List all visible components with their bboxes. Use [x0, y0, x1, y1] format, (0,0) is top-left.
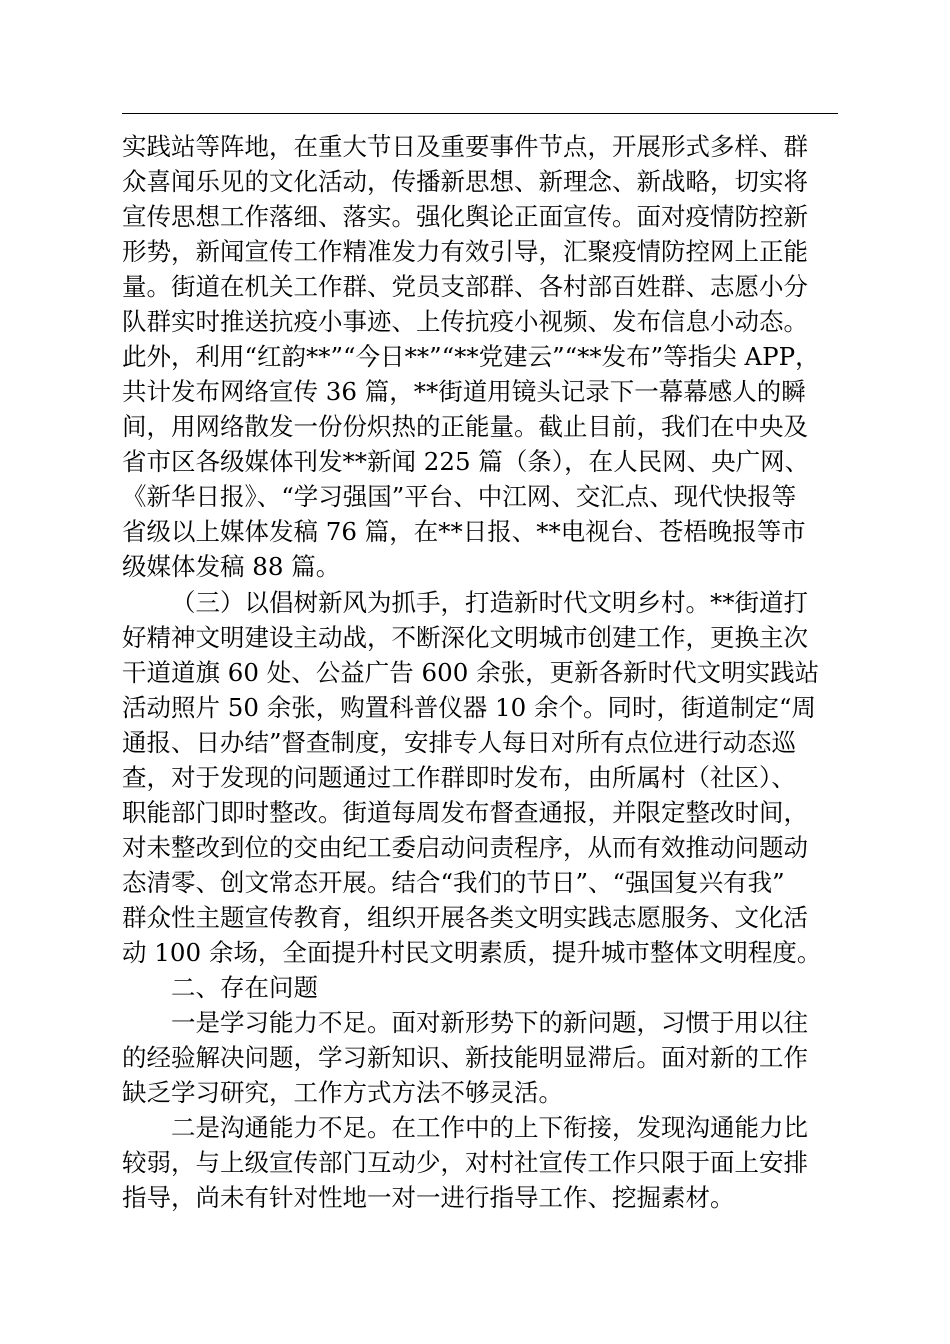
text-line: 宣传思想工作落细、落实。强化舆论正面宣传。面对疫情防控新 — [122, 202, 808, 231]
text-line: 活动照片 50 余张，购置科普仪器 10 余个。同时，街道制定“周 — [122, 693, 817, 722]
text-line: 态清零、创文常态开展。结合“我们的节日”、“强国复兴有我” — [122, 868, 785, 897]
section-heading: 二、存在问题 — [171, 973, 318, 1002]
text-line: 查，对于发现的问题通过工作群即时发布，由所属村（社区）、 — [122, 763, 796, 792]
text-line: 形势，新闻宣传工作精准发力有效引导，汇聚疫情防控网上正能 — [122, 237, 808, 266]
text-line: 通报、日办结”督查制度，安排专人每日对所有点位进行动态巡 — [122, 728, 797, 757]
text-line: 《新华日报》、“学习强国”平台、中江网、交汇点、现代快报等 — [122, 482, 797, 511]
paragraph-heading-line: 二是沟通能力不足。在工作中的上下衔接，发现沟通能力比 — [171, 1113, 808, 1142]
text-line: 指导，尚未有针对性地一对一进行指导工作、挖掘素材。 — [122, 1183, 735, 1212]
paragraph-heading-line: 一是学习能力不足。面对新形势下的新问题，习惯于用以往 — [171, 1008, 808, 1037]
text-line: 动 100 余场，全面提升村民文明素质，提升城市整体文明程度。 — [122, 938, 822, 967]
text-line: 实践站等阵地，在重大节日及重要事件节点，开展形式多样、群 — [122, 132, 808, 161]
text-line: 间，用网络散发一份份炽热的正能量。截止目前，我们在中央及 — [122, 412, 808, 441]
text-line: 群众性主题宣传教育，组织开展各类文明实践志愿服务、文化活 — [122, 903, 808, 932]
text-line: 省市区各级媒体刊发**新闻 225 篇（条），在人民网、央广网、 — [122, 447, 810, 476]
text-line: 省级以上媒体发稿 76 篇，在**日报、**电视台、苍梧晚报等市 — [122, 517, 806, 546]
text-line: 较弱，与上级宣传部门互动少，对村社宣传工作只限于面上安排 — [122, 1148, 808, 1177]
text-line: 的经验解决问题，学习新知识、新技能明显滞后。面对新的工作 — [122, 1043, 808, 1072]
text-line: 好精神文明建设主动战，不断深化文明城市创建工作，更换主次 — [122, 623, 808, 652]
paragraph-heading-line: （三）以倡树新风为抓手，打造新时代文明乡村。**街道打 — [171, 588, 808, 617]
text-line: 职能部门即时整改。街道每周发布督查通报，并限定整改时间， — [122, 798, 808, 827]
header-rule — [122, 113, 838, 114]
text-line: 对未整改到位的交由纪工委启动问责程序，从而有效推动问题动 — [122, 833, 808, 862]
text-line: 缺乏学习研究，工作方式方法不够灵活。 — [122, 1078, 563, 1107]
text-line: 干道道旗 60 处、公益广告 600 余张，更新各新时代文明实践站 — [122, 658, 820, 687]
text-line: 级媒体发稿 88 篇。 — [122, 552, 341, 581]
text-line: 量。街道在机关工作群、党员支部群、各村部百姓群、志愿小分 — [122, 272, 808, 301]
text-line: 众喜闻乐见的文化活动，传播新思想、新理念、新战略，切实将 — [122, 167, 808, 196]
text-line: 此外，利用“红韵**”“今日**”“**党建云”“**发布”等指尖 APP， — [122, 342, 820, 371]
text-line: 共计发布网络宣传 36 篇，**街道用镜头记录下一幕幕感人的瞬 — [122, 377, 806, 406]
text-line: 队群实时推送抗疫小事迹、上传抗疫小视频、发布信息小动态。 — [122, 307, 808, 336]
